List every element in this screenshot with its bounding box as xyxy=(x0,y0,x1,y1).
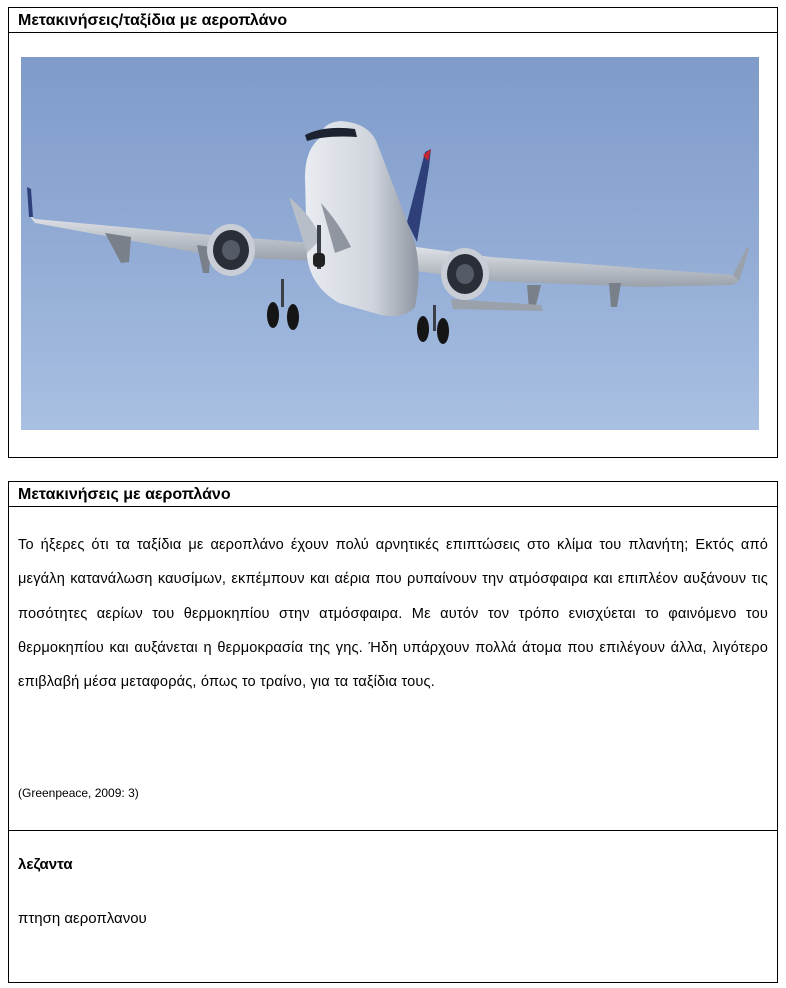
caption-label: λεζαντα xyxy=(18,856,73,873)
section-title: Μετακινήσεις με αεροπλάνο xyxy=(9,482,777,507)
caption-text: πτηση αεροπλανου xyxy=(18,910,147,927)
body-paragraph: Το ήξερες ότι τα ταξίδια με αεροπλάνο έχουν πολύ αρνητικές επιπτώσεις στο κλίμα του πλανήτη; Εκτός από μεγάλη κατανάλωση καυσίμων, εκπέμπουν και αέρια που ρυπαίνουν την ατμόσφαιρα και επιπλέον αυξάνουν τις ποσότητες αερίων του θερμοκηπίου στην ατμόσφαιρα. Με αυτόν τον τρόπο ενισχύεται το φαινόμενο του θερμοκηπίου και αυξάνεται η θερμοκρασία της γης. Ήδη υπάρχουν πολλά άτομα που επιλέγουν άλλα, λιγότερο επιβλαβή μέσα μεταφοράς, όπως το τραίνο, για τα ταξίδια τους. xyxy=(18,537,768,691)
text-section xyxy=(8,481,778,983)
airplane-photo xyxy=(21,57,759,430)
divider xyxy=(9,830,777,831)
citation: (Greenpeace, 2009: 3) xyxy=(18,786,139,800)
airplane-icon xyxy=(21,57,759,430)
section-title: Μετακινήσεις/ταξίδια με αεροπλάνο xyxy=(9,8,777,33)
image-section xyxy=(8,7,778,458)
